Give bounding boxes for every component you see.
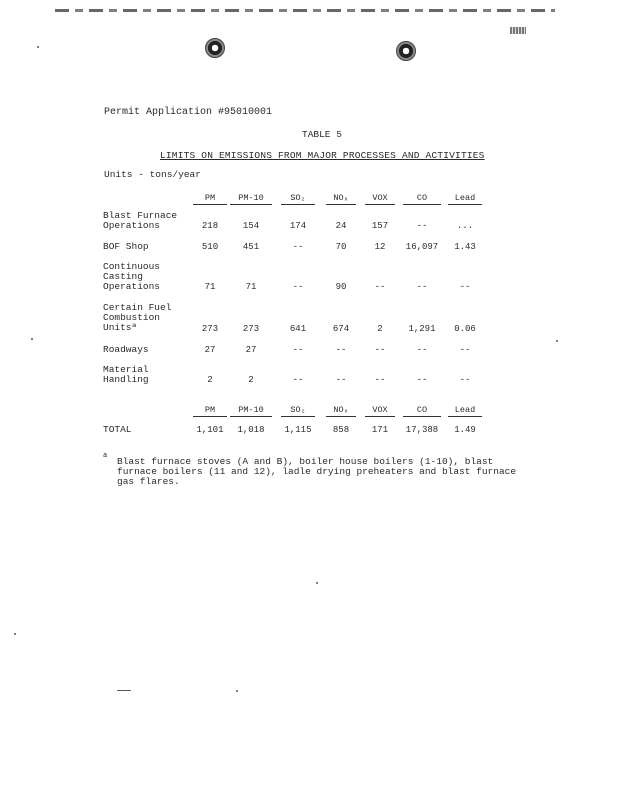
- column-header-top: NOₓ: [326, 193, 356, 205]
- table-cell: 451: [242, 242, 260, 252]
- column-header-bottom: Lead: [448, 405, 482, 417]
- table-cell: 2: [377, 324, 383, 334]
- column-header-bottom: PM-10: [230, 405, 272, 417]
- table-cell: 218: [201, 221, 219, 231]
- table-cell: --: [335, 345, 347, 355]
- table-cell: 174: [289, 221, 307, 231]
- scan-speck: [316, 582, 318, 584]
- table-cell: 674: [332, 324, 350, 334]
- total-cell: 858: [332, 425, 350, 435]
- footnote-marker: a: [103, 452, 108, 460]
- total-cell: 1,018: [237, 425, 265, 435]
- total-cell: 1,101: [196, 425, 224, 435]
- table-cell: --: [374, 282, 386, 292]
- row-label: Blast Furnace Operations: [103, 210, 178, 231]
- scan-speck: [117, 690, 131, 691]
- table-cell: 70: [335, 242, 347, 252]
- table-cell: --: [292, 242, 304, 252]
- table-cell: 157: [371, 221, 389, 231]
- scan-speck: [14, 633, 16, 635]
- scan-speck: [236, 690, 238, 692]
- table-cell: --: [416, 345, 428, 355]
- units-label: Units - tons/year: [104, 169, 201, 180]
- table-cell: 24: [335, 221, 347, 231]
- column-header-bottom: VOX: [365, 405, 395, 417]
- row-label: Roadways: [103, 344, 149, 355]
- table-cell: --: [416, 375, 428, 385]
- binder-hole-left: [205, 38, 225, 58]
- table-cell: --: [335, 375, 347, 385]
- table-cell: --: [459, 375, 471, 385]
- column-header-top: CO: [403, 193, 441, 205]
- footnote-text: Blast furnace stoves (A and B), boiler house boilers (1-10), blast furnace boilers (11 and 12), ladle drying preheaters and blast furnace gas flares.: [117, 456, 517, 487]
- table-label: TABLE 5: [302, 129, 342, 140]
- table-cell: 2: [207, 375, 213, 385]
- total-cell: 1.49: [454, 425, 476, 435]
- table-cell: --: [374, 345, 386, 355]
- scan-edge-artifact: [55, 9, 555, 12]
- column-header-bottom: SO₂: [281, 405, 315, 417]
- table-cell: 641: [289, 324, 307, 334]
- table-cell: 273: [201, 324, 219, 334]
- column-header-top: PM: [193, 193, 227, 205]
- binder-hole-right: [396, 41, 416, 61]
- table-title: LIMITS ON EMISSIONS FROM MAJOR PROCESSES AND ACTIVITIES: [160, 150, 485, 161]
- table-cell: 154: [242, 221, 260, 231]
- table-cell: 2: [248, 375, 254, 385]
- column-header-bottom: PM: [193, 405, 227, 417]
- scan-speck: [31, 338, 33, 340]
- table-cell: 1,291: [408, 324, 436, 334]
- table-cell: 27: [204, 345, 216, 355]
- corner-stamp: [510, 27, 526, 34]
- table-cell: 0.06: [454, 324, 476, 334]
- table-cell: --: [292, 282, 304, 292]
- table-cell: 71: [245, 282, 257, 292]
- table-cell: 16,097: [405, 242, 439, 252]
- row-label: Continuous Casting Operations: [103, 261, 161, 292]
- table-cell: 90: [335, 282, 347, 292]
- row-label: Material Handling: [103, 364, 149, 385]
- column-header-top: PM-10: [230, 193, 272, 205]
- table-cell: --: [459, 345, 471, 355]
- table-cell: --: [416, 221, 428, 231]
- row-label: BOF Shop: [103, 241, 149, 252]
- table-cell: --: [292, 375, 304, 385]
- column-header-bottom: NOₓ: [326, 405, 356, 417]
- scan-speck: [37, 46, 39, 48]
- column-header-top: VOX: [365, 193, 395, 205]
- table-cell: 273: [242, 324, 260, 334]
- column-header-top: SO₂: [281, 193, 315, 205]
- total-cell: 171: [371, 425, 389, 435]
- column-header-bottom: CO: [403, 405, 441, 417]
- table-cell: 12: [374, 242, 386, 252]
- table-cell: ...: [456, 221, 474, 231]
- column-header-top: Lead: [448, 193, 482, 205]
- total-label: TOTAL: [103, 424, 132, 435]
- table-cell: --: [416, 282, 428, 292]
- table-cell: 27: [245, 345, 257, 355]
- table-cell: --: [292, 345, 304, 355]
- table-cell: --: [374, 375, 386, 385]
- row-label: Certain Fuel Combustion Unitsª: [103, 302, 172, 333]
- total-cell: 17,388: [405, 425, 439, 435]
- permit-header: Permit Application #95010001: [104, 107, 273, 118]
- table-cell: 1.43: [454, 242, 476, 252]
- table-cell: 510: [201, 242, 219, 252]
- table-cell: 71: [204, 282, 216, 292]
- total-cell: 1,115: [284, 425, 312, 435]
- scan-speck: [556, 340, 558, 342]
- table-cell: --: [459, 282, 471, 292]
